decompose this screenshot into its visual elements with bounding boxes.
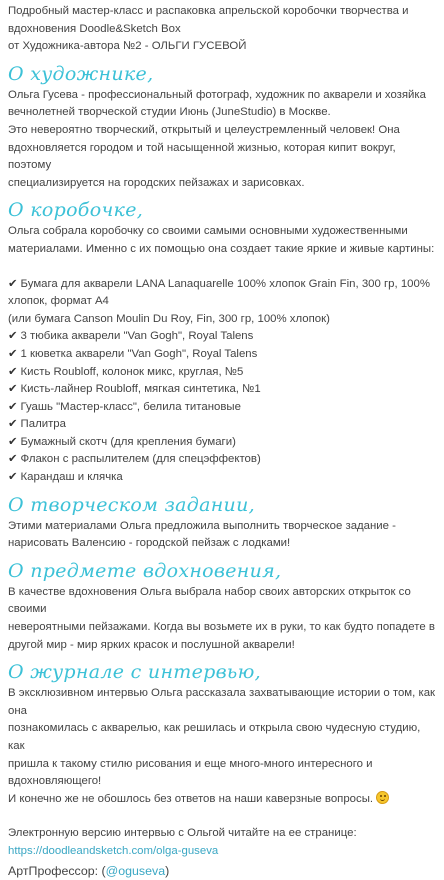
intro-line: вдохновения Doodle&Sketch Box [8,22,181,35]
artist-line: вдохновляется городом и той насыщенной жизнью, которая кипит вокруг, поэтому [8,141,396,172]
list-item-text: Флакон с распылителем (для спецэффектов) [20,453,261,466]
list-item [8,451,436,469]
list-item-text: (или бумага Canson Moulin Du Roy, Fin, 300 гр, 100% хлопок) [8,312,330,325]
list-item [8,276,436,294]
section-heading-interview: О журнале с интервью, [8,661,261,684]
list-item-text: хлопок, формат А4 [8,295,109,308]
box-line: материалами. Именно с их помощью она создает такие яркие и живые картины: [8,242,435,255]
check-mark-icon: ✔ [8,383,18,396]
inspiration-line: В качестве вдохновения Ольга выбрала набор своих авторских открыток со своими [8,585,411,616]
check-mark-icon: ✔ [8,435,18,448]
check-mark-icon: ✔ [8,418,18,431]
task-line: Этими материалами Ольга предложила выполнить творческое задание - [8,519,396,532]
list-item [8,364,436,382]
spacer [8,259,436,276]
intro-line: Подробный мастер-класс и распаковка апрельской коробочки творчества и [8,5,409,17]
artist-line: вечнолетней творческой студии Июнь (JuneStudio) в Москве. [8,106,331,119]
check-mark-icon: ✔ [8,471,18,484]
interview-section [8,685,436,808]
check-mark-icon: ✔ [8,453,18,466]
interview-last-line: И конечно же не обошлось без ответов на наши каверзные вопросы. [8,792,374,805]
smiling-face-icon [376,791,389,804]
box-line: Ольга собрала коробочку со своими самыми основными художественными [8,225,408,238]
list-item-text: Кисть-лайнер Roubloff, мягкая синтетика, №1 [20,383,261,396]
list-item-text: 1 кюветка акварели "Van Gogh", Royal Talens [20,347,258,360]
list-item-text: Кисть Roubloff, колонок микс, круглая, №5 [20,365,244,378]
artist-line: Это невероятно творческий, открытый и целеустремленный человек! Она [8,123,400,136]
interview-link[interactable]: https://doodleandsketch.com/olga-guseva [8,844,219,857]
list-item-text: Карандаш и клячка [20,471,123,484]
interview-line: познакомилась с акварелью, как решилась и открыла свою чудесную студию, как [8,722,421,752]
check-mark-icon: ✔ [8,277,18,290]
list-item [8,469,436,487]
author-prefix: АртПрофессор: ( [8,863,106,878]
inspiration-line: другой мир - мир ярких красок и послушной акварели! [8,638,295,651]
materials-list [8,276,436,487]
electronic-text: Электронную версию интервью с Ольгой читайте на ее странице: [8,827,357,840]
list-item [8,399,436,417]
list-item [8,381,436,399]
inspiration-line: невероятными пейзажами. Когда вы возьмете их в руки, то как будто попадете в [8,621,435,634]
section-heading-artist: О художнике, [8,62,154,85]
list-item-text: Гуашь "Мастер-класс", белила титановые [20,400,241,413]
interview-line: пришла к такому стилю рисования и еще много-много интересного и [8,757,373,770]
author-handle-link[interactable]: @oguseva [105,863,166,878]
section-heading-inspiration: О предмете вдохновения, [8,559,282,582]
task-line: нарисовать Валенсию - городской пейзаж с лодками! [8,537,291,550]
check-mark-icon: ✔ [8,330,18,343]
author-suffix: ) [165,863,170,878]
inspiration-section [8,584,436,654]
section-heading-task: О творческом задании, [8,493,255,516]
artist-section [8,87,436,193]
list-item [8,311,436,329]
list-item [8,416,436,434]
list-item [8,434,436,452]
list-item-text: Бумажный скотч (для крепления бумаги) [20,435,236,448]
interview-line: вдохновляющего! [8,775,102,788]
intro-line: от Художника-автора №2 - ОЛЬГИ ГУСЕВОЙ [8,40,247,53]
artist-line: специализируется на городских пейзажах и зарисовках. [8,176,305,189]
electronic-version [8,825,436,860]
check-mark-icon: ✔ [8,347,18,360]
list-item [8,346,436,364]
section-heading-box: О коробочке, [8,199,144,222]
intro [8,3,436,56]
author-credit [8,863,436,880]
list-item-text: Палитра [20,418,66,431]
artist-line: Ольга Гусева - профессиональный фотограф, художник по акварели и хозяйка [8,88,426,101]
box-section [8,223,436,486]
interview-line: В эксклюзивном интервью Ольга рассказала захватывающие истории о том, как она [8,687,436,717]
spacer [8,808,436,825]
list-item-text: 3 тюбика акварели "Van Gogh", Royal Talens [20,330,254,343]
list-item-text: Бумага для акварели LANA Lanaquarelle 100% хлопок Grain Fin, 300 гр, 100% [20,277,430,290]
check-mark-icon: ✔ [8,365,18,378]
list-item [8,328,436,346]
task-section [8,518,436,553]
list-item [8,293,436,311]
check-mark-icon: ✔ [8,400,18,413]
